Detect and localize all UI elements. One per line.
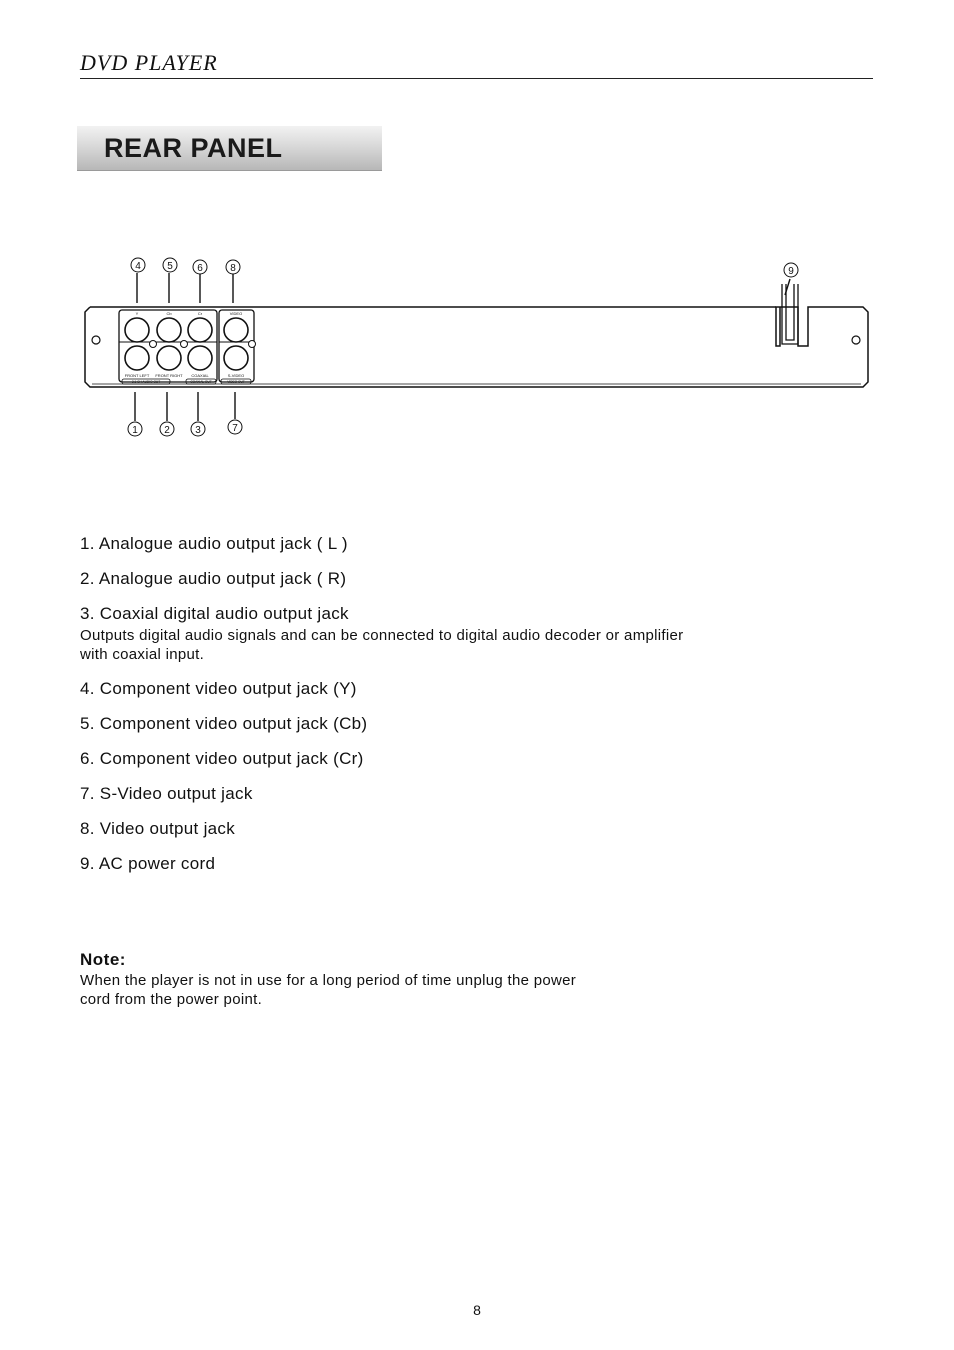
callout-7-label: 7	[232, 423, 238, 434]
jack-cr	[188, 318, 212, 342]
section-title: REAR PANEL	[104, 133, 283, 163]
jack-label-cr: Cr	[197, 311, 203, 316]
jack-label-y: Y	[135, 311, 139, 316]
page-number: 8	[473, 1302, 481, 1318]
callout-3-label: 3	[195, 425, 201, 436]
list-item: 8. Video output jack	[80, 819, 236, 838]
callout-4-label: 4	[135, 261, 141, 272]
callout-9-label: 9	[788, 266, 794, 277]
jack-label-front-left: FRONT LEFT	[124, 373, 150, 378]
note-text-line: When the player is not in use for a long period of time unplug the power	[80, 972, 577, 989]
jack-coaxial	[188, 346, 212, 370]
list-item: 9. AC power cord	[80, 854, 216, 873]
list-item-description: Outputs digital audio signals and can be connected to digital audio decoder or amplifier	[80, 627, 684, 644]
jack-label-video: VIDEO	[229, 311, 243, 316]
header-divider	[80, 78, 873, 79]
list-item: 1. Analogue audio output jack ( L )	[80, 534, 348, 553]
jack-s-video	[224, 346, 248, 370]
rear-panel-diagram	[0, 250, 954, 450]
jack-front-left	[125, 346, 149, 370]
list-item: 2. Analogue audio output jack ( R)	[80, 569, 347, 588]
callout-1-label: 1	[132, 425, 138, 436]
power-cord-icon	[782, 284, 798, 344]
note-text-line: cord from the power point.	[80, 991, 263, 1008]
jack-y	[125, 318, 149, 342]
callout-5-label: 5	[167, 261, 173, 272]
group-label-audio: 2.1 CH AUDIO OUT	[131, 380, 161, 384]
callout-8-label: 8	[230, 263, 236, 274]
jack-cb	[157, 318, 181, 342]
jack-row-top	[125, 318, 248, 342]
list-item: 5. Component video output jack (Cb)	[80, 714, 368, 733]
mounting-hole-right	[852, 336, 860, 344]
mounting-hole-left	[92, 336, 100, 344]
list-item: 6. Component video output jack (Cr)	[80, 749, 364, 768]
group-label-coaxial: COAXIAL OUT	[190, 380, 212, 384]
jack-video	[224, 318, 248, 342]
list-item: 4. Component video output jack (Y)	[80, 679, 357, 698]
callout-2-label: 2	[164, 425, 170, 436]
callout-6-label: 6	[197, 263, 203, 274]
jack-label-cb: Cb	[166, 311, 172, 316]
jack-label-s-video: S-VIDEO	[227, 373, 245, 378]
list-item-description: with coaxial input.	[80, 646, 205, 663]
note-heading: Note:	[80, 950, 126, 969]
jack-label-front-right: FRONT RIGHT	[155, 373, 183, 378]
group-label-video: VIDEO OUT	[227, 380, 245, 384]
jack-front-right	[157, 346, 181, 370]
list-item: 3. Coaxial digital audio output jack	[80, 604, 349, 623]
section-banner	[77, 126, 382, 171]
jack-row-bottom	[125, 346, 248, 370]
list-item: 7. S-Video output jack	[80, 784, 253, 803]
jack-label-coaxial: COAXIAL	[191, 373, 209, 378]
document-header-title: DVD PLAYER	[80, 50, 218, 75]
